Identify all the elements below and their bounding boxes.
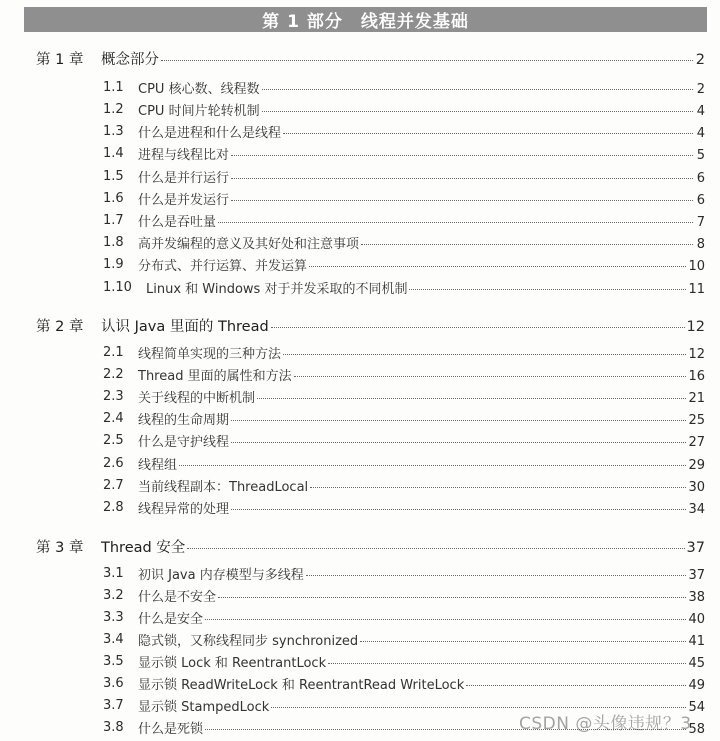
dot-leader <box>310 487 686 488</box>
toc-section-1-4[interactable] <box>0 143 720 163</box>
page-number: 12 <box>688 346 705 362</box>
dot-leader <box>328 663 686 664</box>
section-title: 线程组 <box>138 457 178 473</box>
chapter-title: Thread 安全 <box>101 539 186 556</box>
dot-leader <box>179 465 686 466</box>
chapter-label: 第 3 章 <box>36 539 84 556</box>
toc-section-2-3[interactable] <box>0 386 720 406</box>
section-title: 初识 Java 内存模型与多线程 <box>138 567 304 583</box>
section-title: CPU 核心数、线程数 <box>138 81 260 97</box>
page-number: 8 <box>696 236 705 252</box>
section-number: 3.2 <box>103 587 124 603</box>
page-number: 6 <box>696 170 705 186</box>
section-number: 3.4 <box>103 631 124 647</box>
section-title: Thread 里面的属性和方法 <box>138 368 292 384</box>
watermark: CSDN @头像违规？3 <box>519 714 692 734</box>
dot-leader <box>309 266 686 267</box>
dot-leader <box>231 442 686 443</box>
section-title: CPU 时间片轮转机制 <box>138 103 260 119</box>
section-title: 什么是安全 <box>138 611 204 627</box>
dot-leader <box>409 289 686 290</box>
page-number: 54 <box>688 699 705 715</box>
section-title: 显示锁 StampedLock <box>138 699 270 715</box>
page-number: 29 <box>688 457 705 473</box>
chapter-title: 概念部分 <box>101 51 159 68</box>
toc-section-3-2[interactable] <box>0 585 720 605</box>
dot-leader <box>306 575 687 576</box>
dot-leader <box>231 509 686 510</box>
toc-section-1-6[interactable] <box>0 188 720 208</box>
toc-section-3-4[interactable] <box>0 629 720 649</box>
chapter-title: 认识 Java 里面的 Thread <box>101 318 269 335</box>
section-number: 3.8 <box>103 719 124 735</box>
section-title: 显示锁 Lock 和 ReentrantLock <box>138 655 327 671</box>
page-number: 12 <box>686 318 705 335</box>
toc-section-2-2[interactable] <box>0 364 720 384</box>
dot-leader <box>294 376 687 377</box>
page-number: 34 <box>688 501 705 517</box>
page-number: 37 <box>686 539 705 556</box>
section-title: 什么是不安全 <box>138 589 217 605</box>
section-number: 1.9 <box>103 256 124 272</box>
section-number: 2.2 <box>103 366 124 382</box>
section-number: 1.10 <box>103 279 132 295</box>
toc-section-3-1[interactable] <box>0 563 720 583</box>
section-title: 线程的生命周期 <box>138 412 230 428</box>
toc-section-3-5[interactable] <box>0 651 720 671</box>
page-number: 11 <box>688 281 705 297</box>
dot-leader <box>283 354 686 355</box>
toc-section-2-5[interactable] <box>0 430 720 450</box>
dot-leader <box>231 200 693 201</box>
toc-chapter-3[interactable] <box>0 536 720 556</box>
toc-section-1-3[interactable] <box>0 121 720 141</box>
section-number: 3.7 <box>103 697 124 713</box>
dot-leader <box>218 222 693 223</box>
toc-section-1-8[interactable] <box>0 232 720 252</box>
section-number: 3.6 <box>103 675 124 691</box>
page-number: 49 <box>688 677 705 693</box>
dot-leader <box>218 597 686 598</box>
toc-chapter-2[interactable] <box>0 315 720 335</box>
section-title: 什么是吞吐量 <box>138 214 217 230</box>
dot-leader <box>205 619 686 620</box>
part-header-bar <box>24 7 707 32</box>
toc-section-2-4[interactable] <box>0 408 720 428</box>
section-title: 关于线程的中断机制 <box>138 390 256 406</box>
page-number: 37 <box>688 567 705 583</box>
page-number: 21 <box>688 390 705 406</box>
dot-leader <box>271 327 685 328</box>
section-title: 显示锁 ReadWriteLock 和 ReentrantRead WriteLock <box>138 677 465 693</box>
toc-section-2-1[interactable] <box>0 342 720 362</box>
part-title: 第 1 部分 线程并发基础 <box>262 12 469 32</box>
section-title: 分布式、并行运算、并发运算 <box>138 258 308 274</box>
dot-leader <box>231 155 693 156</box>
page-number: 16 <box>688 368 705 384</box>
section-number: 2.7 <box>103 477 124 493</box>
toc-section-2-8[interactable] <box>0 497 720 517</box>
page-number: 27 <box>688 434 705 450</box>
section-number: 1.4 <box>103 145 124 161</box>
dot-leader <box>231 178 693 179</box>
section-number: 1.3 <box>103 123 124 139</box>
section-number: 2.6 <box>103 455 124 471</box>
section-title: 什么是守护线程 <box>138 434 230 450</box>
section-title: Linux 和 Windows 对于并发采取的不同机制 <box>146 281 408 297</box>
toc-section-1-1[interactable] <box>0 77 720 97</box>
dot-leader <box>161 60 693 61</box>
dot-leader <box>231 420 686 421</box>
dot-leader <box>466 685 686 686</box>
toc-section-2-6[interactable] <box>0 453 720 473</box>
dot-leader <box>257 398 686 399</box>
section-number: 2.3 <box>103 388 124 404</box>
page-number: 40 <box>688 611 705 627</box>
section-number: 2.1 <box>103 344 124 360</box>
toc-section-3-6[interactable] <box>0 673 720 693</box>
toc-chapter-1[interactable] <box>0 48 720 68</box>
section-number: 1.1 <box>103 79 124 95</box>
toc-section-2-7[interactable] <box>0 475 720 495</box>
toc-section-1-9[interactable] <box>0 254 720 274</box>
section-number: 1.6 <box>103 190 124 206</box>
page-number: 30 <box>688 479 705 495</box>
chapter-label: 第 2 章 <box>36 318 84 335</box>
section-title: 高并发编程的意义及其好处和注意事项 <box>138 236 360 252</box>
dot-leader <box>262 111 693 112</box>
page-number: 38 <box>688 589 705 605</box>
section-title: 线程简单实现的三种方法 <box>138 346 282 362</box>
page-number: 4 <box>696 125 705 141</box>
page-number: 5 <box>696 147 705 163</box>
toc-section-3-3[interactable] <box>0 607 720 627</box>
dot-leader <box>187 548 684 549</box>
page-number: 25 <box>688 412 705 428</box>
dot-leader <box>262 89 693 90</box>
section-number: 2.8 <box>103 499 124 515</box>
page-number: 6 <box>696 192 705 208</box>
toc-section-1-7[interactable] <box>0 210 720 230</box>
section-title: 什么是并行运行 <box>138 170 230 186</box>
section-number: 1.7 <box>103 212 124 228</box>
section-title: 什么是并发运行 <box>138 192 230 208</box>
dot-leader <box>361 244 693 245</box>
section-title: 什么是进程和什么是线程 <box>138 125 282 141</box>
dot-leader <box>271 707 686 708</box>
section-number: 3.1 <box>103 565 124 581</box>
page-number: 10 <box>688 258 705 274</box>
section-title: 隐式锁，又称线程同步 synchronized <box>138 633 359 649</box>
section-number: 2.5 <box>103 432 124 448</box>
page-number: 4 <box>696 103 705 119</box>
section-number: 1.8 <box>103 234 124 250</box>
page-number: 41 <box>688 633 705 649</box>
toc-section-1-2[interactable] <box>0 99 720 119</box>
section-title: 什么是死锁 <box>138 721 204 737</box>
section-title: 线程异常的处理 <box>138 501 230 517</box>
toc-section-1-10[interactable] <box>0 277 720 297</box>
section-number: 1.5 <box>103 168 124 184</box>
page-number: 45 <box>688 655 705 671</box>
toc-section-1-5[interactable] <box>0 166 720 186</box>
page-number: 58 <box>688 721 705 737</box>
page-number: 7 <box>696 214 705 230</box>
page-number: 2 <box>695 51 705 68</box>
section-number: 3.5 <box>103 653 124 669</box>
page-number: 2 <box>696 81 705 97</box>
section-number: 1.2 <box>103 101 124 117</box>
section-title: 当前线程副本：ThreadLocal <box>138 479 309 495</box>
section-number: 3.3 <box>103 609 124 625</box>
chapter-label: 第 1 章 <box>36 51 84 68</box>
section-number: 2.4 <box>103 410 124 426</box>
dot-leader <box>360 641 686 642</box>
dot-leader <box>283 133 693 134</box>
section-title: 进程与线程比对 <box>138 147 230 163</box>
